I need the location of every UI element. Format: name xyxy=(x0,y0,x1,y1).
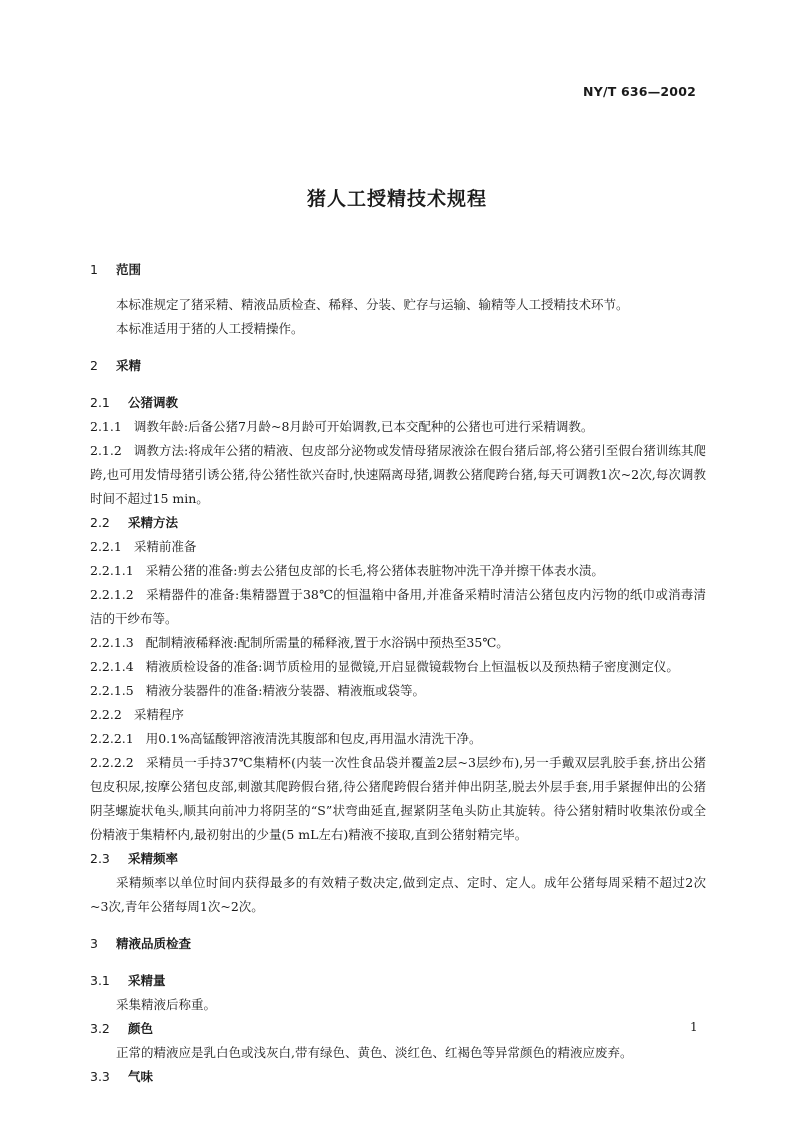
clause xyxy=(90,535,706,559)
subsection-heading xyxy=(90,969,706,993)
section-title: 公猪调教 xyxy=(128,395,179,410)
clause-number: 2.2.2.1 xyxy=(90,731,134,746)
clause xyxy=(90,559,706,583)
clause xyxy=(90,415,706,439)
clause-number: 2.2.1.2 xyxy=(90,587,134,602)
paragraph: 采集精液后称重。 xyxy=(116,997,217,1012)
clause xyxy=(90,679,706,703)
clause xyxy=(90,439,706,511)
section-title: 颜色 xyxy=(128,1021,154,1036)
clause-text: 调教方法:将成年公猪的精液、包皮部分泌物或发情母猪尿液涂在假台猪后部,将公猪引至假台猪训练其爬跨,也可用发情母猪引诱公猪,待公猪性欲兴奋时,快速隔离母猪,调教公猪爬跨台猪,每天可调教1次~2次,每次调教时间不超过15 min。 xyxy=(90,443,706,506)
paragraph: 采精频率以单位时间内获得最多的有效精子数决定,做到定点、定时、定人。成年公猪每周采精不超过2次~3次,青年公猪每周1次~2次。 xyxy=(90,875,706,914)
section-title: 精液品质检查 xyxy=(116,936,192,951)
clause-text: 精液质检设备的准备:调节质检用的显微镜,开启显微镜载物台上恒温板以及预热精子密度测定仪。 xyxy=(145,659,679,674)
section-title: 采精方法 xyxy=(128,515,179,530)
document-title: 猪人工授精技术规程 xyxy=(306,188,487,210)
document-body xyxy=(90,258,706,1089)
section-number: 2.1 xyxy=(90,395,110,410)
section-number: 3.1 xyxy=(90,973,110,988)
clause-text: 采精员一手持37℃集精杯(内装一次性食品袋并覆盖2层~3层纱布),另一手戴双层乳胶手套,挤出公猪包皮积尿,按摩公猪包皮部,刺激其爬跨假台猪,待公猪爬跨假台猪并伸出阴茎,脱去外层手套,用手紧握伸出的公猪阴茎螺旋状龟头,顺其向前冲力将阴茎的“S”状弯曲延直,握紧阴茎龟头防止其旋转。待公猪射精时收集浓份或全份精液于集精杯内,最初射出的少量(5 mL左右)精液不接取,直到公猪射精完毕。 xyxy=(90,755,706,842)
clause-text: 采精程序 xyxy=(133,707,184,722)
section-number: 1 xyxy=(90,262,98,277)
section-title: 范围 xyxy=(116,262,142,277)
section-number: 2.3 xyxy=(90,851,110,866)
clause-text: 采精器件的准备:集精器置于38℃的恒温箱中备用,并准备采精时清洁公猪包皮内污物的纸巾或消毒清洁的干纱布等。 xyxy=(90,587,706,626)
paragraph: 本标准规定了猪采精、精液品质检查、稀释、分装、贮存与运输、输精等人工授精技术环节。 xyxy=(116,297,629,312)
section-number: 3.2 xyxy=(90,1021,110,1036)
clause xyxy=(90,631,706,655)
clause-text: 采精公猪的准备:剪去公猪包皮部的长毛,将公猪体表脏物冲洗干净并擦干体表水渍。 xyxy=(145,563,604,578)
clause-number: 2.2.2 xyxy=(90,707,122,722)
clause xyxy=(90,655,706,679)
subsection-heading xyxy=(90,847,706,871)
section-number: 2 xyxy=(90,358,98,373)
clause-number: 2.1.2 xyxy=(90,443,122,458)
clause xyxy=(90,703,706,727)
subsection-heading xyxy=(90,1017,706,1041)
standard-code: NY/T 636—2002 xyxy=(583,84,696,99)
clause-text: 用0.1%高锰酸钾溶液清洗其腹部和包皮,再用温水清洗干净。 xyxy=(145,731,482,746)
section-number: 3.3 xyxy=(90,1069,110,1084)
paragraph: 本标准适用于猪的人工授精操作。 xyxy=(116,321,304,336)
clause xyxy=(90,583,706,631)
subsection-heading xyxy=(90,391,706,415)
clause-number: 2.2.2.2 xyxy=(90,755,134,770)
subsection-heading xyxy=(90,1065,706,1089)
clause-text: 调教年龄:后备公猪7月龄~8月龄可开始调教,已本交配种的公猪也可进行采精调教。 xyxy=(133,419,594,434)
clause-text: 精液分装器件的准备:精液分装器、精液瓶或袋等。 xyxy=(145,683,425,698)
section-number: 2.2 xyxy=(90,515,110,530)
section-3-heading xyxy=(90,932,706,956)
clause-number: 2.2.1.3 xyxy=(90,635,134,650)
subsection-heading xyxy=(90,511,706,535)
clause-number: 2.2.1 xyxy=(90,539,122,554)
section-title: 采精 xyxy=(116,358,142,373)
clause-number: 2.2.1.1 xyxy=(90,563,134,578)
section-1-heading xyxy=(90,258,706,282)
section-title: 采精量 xyxy=(128,973,166,988)
section-2-heading xyxy=(90,354,706,378)
paragraph: 正常的精液应是乳白色或浅灰白,带有绿色、黄色、淡红色、红褐色等异常颜色的精液应废弃。 xyxy=(116,1045,633,1060)
clause-number: 2.2.1.4 xyxy=(90,659,134,674)
clause-text: 配制精液稀释液:配制所需量的稀释液,置于水浴锅中预热至35℃。 xyxy=(145,635,509,650)
section-title: 采精频率 xyxy=(128,851,179,866)
page-number: 1 xyxy=(690,1020,698,1034)
clause-number: 2.2.1.5 xyxy=(90,683,134,698)
clause-text: 采精前准备 xyxy=(133,539,197,554)
clause-number: 2.1.1 xyxy=(90,419,122,434)
clause xyxy=(90,751,706,847)
section-title: 气味 xyxy=(128,1069,154,1084)
section-number: 3 xyxy=(90,936,98,951)
clause xyxy=(90,727,706,751)
